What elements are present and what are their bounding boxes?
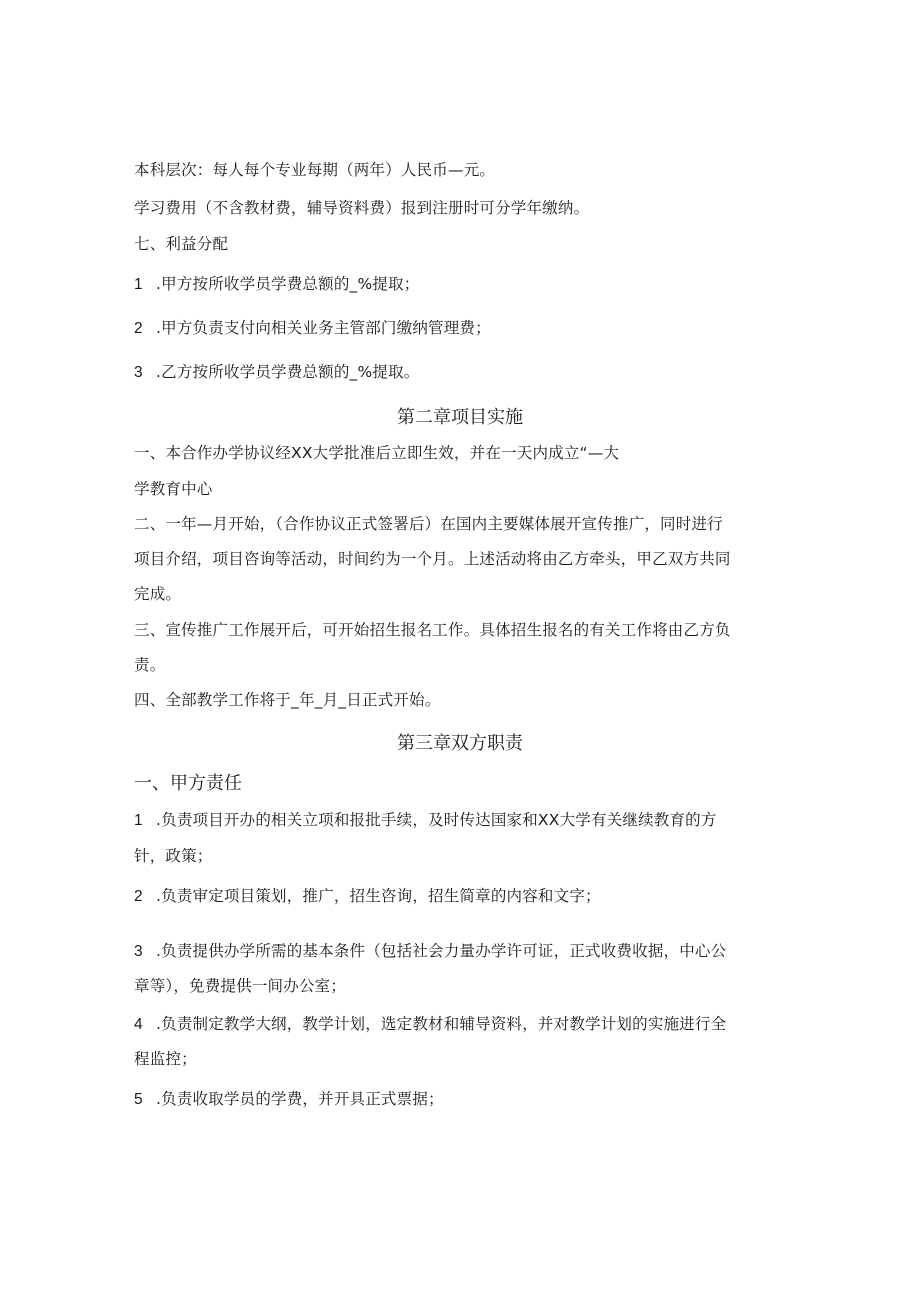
item-number: 3: [134, 364, 143, 381]
chapter-2-para-1-line-2: 学教育中心: [134, 480, 213, 498]
item-text: .甲方负责支付向相关业务主管部门缴纳管理费；: [156, 319, 491, 337]
chapter-2-para-3-line-1: 三、宣传推广工作展开后，可开始招生报名工作。具体招生报名的有关工作将由乙方负: [134, 621, 731, 639]
duty-item-4-line-2: 程监控；: [134, 1050, 197, 1068]
duty-item-2: [134, 886, 601, 907]
item-text: .负责提供办学所需的基本条件（包括社会力量办学许可证，正式收费收据，中心公: [156, 942, 727, 960]
item-number: 1: [134, 276, 143, 293]
item-number: 5: [134, 1091, 143, 1108]
profit-item-3: [134, 362, 420, 383]
chapter-2-para-3-line-2: 责。: [134, 656, 166, 674]
item-number: 2: [134, 888, 143, 905]
duty-item-3-line-1: [134, 941, 726, 962]
item-text: .负责审定项目策划，推广，招生咨询，招生简章的内容和文字；: [156, 887, 601, 905]
chapter-2-para-2-line-2: 项目介绍，项目咨询等活动，时间约为一个月。上述活动将由乙方牵头，甲乙双方共同: [134, 550, 731, 568]
fee-payment: 学习费用（不含教材费，辅导资料费）报到注册时可分学年缴纳。: [134, 199, 590, 217]
duty-item-1-line-2: 针，政策；: [134, 847, 213, 865]
chapter-2-para-2-line-1: 二、一年—月开始，（合作协议正式签署后）在国内主要媒体展开宣传推广，同时进行: [134, 515, 723, 533]
item-number: 3: [134, 943, 143, 960]
duty-item-1-line-1: [134, 810, 717, 831]
chapter-2-para-2-line-3: 完成。: [134, 585, 182, 603]
chapter-2-para-1-line-1: 一、本合作办学协议经XX大学批准后立即生效，并在一天内成立“—大: [134, 444, 620, 462]
duty-item-5: [134, 1089, 444, 1110]
item-text: .甲方按所收学员学费总额的_%提取；: [156, 275, 420, 293]
profit-item-2: [134, 318, 491, 339]
item-text: .负责项目开办的相关立项和报批手续，及时传达国家和XX大学有关继续教育的方: [156, 811, 717, 829]
item-number: 4: [134, 1016, 143, 1033]
fee-undergrad: 本科层次：每人每个专业每期（两年）人民币—元。: [134, 161, 496, 179]
section-heading-profit: 七、利益分配: [134, 235, 229, 253]
item-number: 1: [134, 812, 143, 829]
duty-item-3-line-2: 章等），免费提供一间办公室；: [134, 977, 347, 995]
duty-item-4-line-1: [134, 1014, 726, 1035]
party-a-heading: 一、甲方责任: [134, 773, 242, 794]
chapter-3-title: 第三章双方职责: [397, 733, 523, 754]
chapter-2-title: 第二章项目实施: [397, 407, 523, 428]
item-text: .负责收取学员的学费，并开具正式票据；: [156, 1090, 444, 1108]
profit-item-1: [134, 274, 420, 295]
item-text: .乙方按所收学员学费总额的_%提取。: [156, 363, 420, 381]
item-text: .负责制定教学大纲，教学计划，选定教材和辅导资料，并对教学计划的实施进行全: [156, 1015, 727, 1033]
item-number: 2: [134, 320, 143, 337]
chapter-2-para-4: 四、全部教学工作将于_年_月_日正式开始。: [134, 691, 441, 709]
